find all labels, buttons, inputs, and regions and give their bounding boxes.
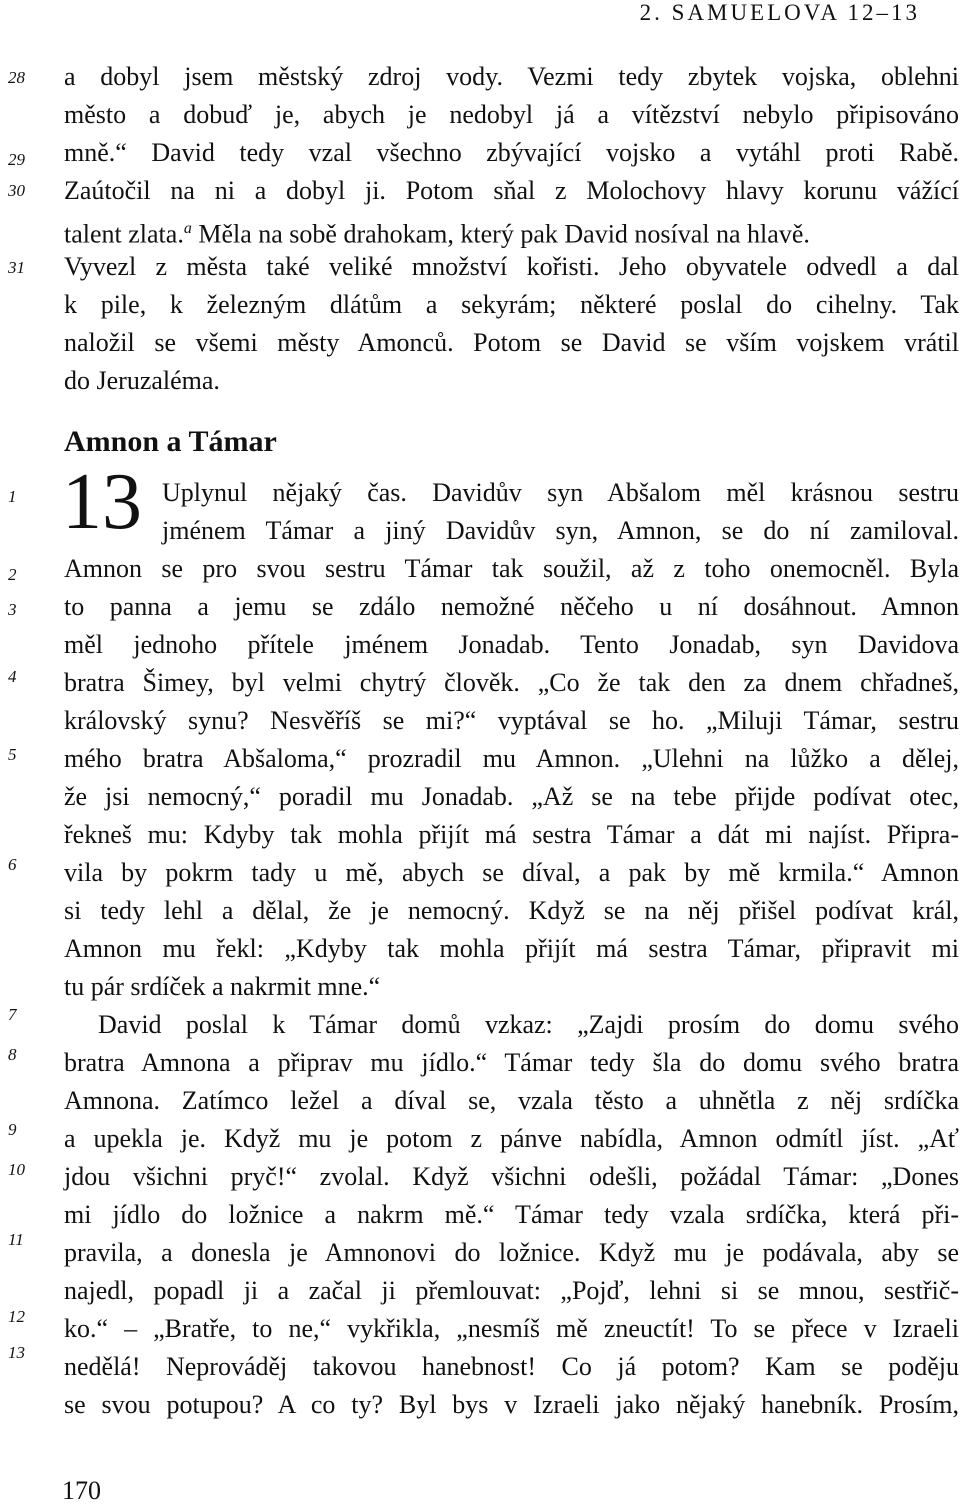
text-line: Uplynul nějaký čas. Davidův syn Abšalom měl krásnou sestru [162,478,959,507]
text-line: bratra Šimey, byl velmi chytrý člověk. „Co že tak den za dnem chřadneš, [64,668,959,697]
verse-number: 31 [8,258,25,277]
text-line: královský synu? Nesvěříš se mi?“ vyptával se ho. „Miluji Támar, sestru [64,706,959,735]
text-line: to panna a jemu se zdálo nemožné něčeho u ní dosáhnout. Amnon [64,592,959,621]
text-line: nedělá! Neprováděj takovou hanebnost! Co já potom? Kam se poděju [64,1352,959,1381]
verse-number: 8 [8,1045,17,1064]
text-line: Amnon se pro svou sestru Támar tak soužil, až z toho onemocněl. Byla [64,554,959,583]
text-line: řekneš mu: Kdyby tak mohla přijít má sestra Támar a dát mi najíst. Připra- [64,820,959,849]
text-line: že jsi nemocný,“ poradil mu Jonadab. „Až se na tebe přijde podívat otec, [64,782,959,811]
text-line: David poslal k Támar domů vzkaz: „Zajdi prosím do domu svého [98,1010,959,1039]
text-line: a dobyl jsem městský zdroj vody. Vezmi tedy zbytek vojska, oblehni [64,62,959,91]
text-line: bratra Amnona a připrav mu jídlo.“ Támar tedy šla do domu svého bratra [64,1048,959,1077]
text-line: jménem Támar a jiný Davidův syn, Amnon, se do ní zamiloval. [162,516,959,545]
text-line: mně.“ David tedy vzal všechno zbývající vojsko a vytáhl proti Rabě. [64,138,959,167]
verse-number: 30 [8,181,25,200]
verse-number: 29 [8,150,25,169]
text-line: Amnona. Zatímco ležel a díval se, vzala těsto a uhnětla z něj srdíčka [64,1086,959,1115]
verse-number: 7 [8,1005,17,1024]
verse-number: 1 [8,487,17,506]
text-line: Zaútočil na ni a dobyl ji. Potom sňal z Molochovy hlavy korunu vážící [64,176,959,205]
text-line: ko.“ – „Bratře, to ne,“ vykřikla, „nesmíš mě zneuctít! To se přece v Izraeli [64,1314,959,1343]
text-line: Amnon mu řekl: „Kdyby tak mohla přijít má sestra Támar, připravit mi [64,934,959,963]
text-span: Měla na sobě drahokam, který pak David nosíval na hlavě. [191,219,810,249]
section-heading: Amnon a Támar [64,425,277,458]
text-line: pravila, a donesla je Amnonovi do ložnice. Když mu je podávala, aby se [64,1238,959,1267]
text-line: tu pár srdíček a nakrmit mne.“ [64,972,381,1001]
text-span: talent zlata. [64,219,184,249]
text-line: měl jednoho přítele jménem Jonadab. Tento Jonadab, syn Davidova [64,630,959,659]
text-line: mi jídlo do ložnice a nakrm mě.“ Támar tedy vzala srdíčka, která při- [64,1200,959,1229]
text-line: se svou potupou? A co ty? Byl bys v Izraeli jako nějaký hanebník. Prosím, [64,1390,959,1419]
verse-number: 6 [8,855,17,874]
text-line: mého bratra Abšaloma,“ prozradil mu Amnon. „Ulehni na lůžko a dělej, [64,744,959,773]
text-line: a upekla je. Když mu je potom z pánve nabídla, Amnon odmítl jíst. „Ať [64,1124,959,1153]
running-header: 2. SAMUELOVA 12–13 [639,0,920,25]
verse-number: 10 [8,1160,25,1179]
text-line: město a dobuď je, abych je nedobyl já a vítězství nebylo připisováno [64,100,959,129]
text-line: najedl, popadl ji a začal ji přemlouvat: „Pojď, lehni si se mnou, sestřič- [64,1276,959,1305]
text-line: naložil se všemi městy Amonců. Potom se David se vším vojskem vrátil [64,328,959,357]
verse-number: 5 [8,745,17,764]
verse-number: 4 [8,667,17,686]
text-line: do Jeruzaléma. [64,366,220,395]
verse-number: 13 [8,1343,25,1362]
text-line: vila by pokrm tady u mě, abych se díval, a pak by mě krmila.“ Amnon [64,858,959,887]
text-line: si tedy lehl a dělal, že je nemocný. Když se na něj přišel podívat král, [64,896,959,925]
chapter-number: 13 [62,458,142,546]
footnote-marker[interactable]: a [183,220,192,237]
text-line: k pile, k železným dlátům a sekyrám; některé poslal do cihelny. Tak [64,290,959,319]
verse-number: 2 [8,565,17,584]
verse-number: 28 [8,68,25,87]
verse-number: 9 [8,1120,17,1139]
verse-number: 12 [8,1307,25,1326]
text-line: Vyvezl z města také veliké množství kořisti. Jeho obyvatele odvedl a dal [64,252,959,281]
text-line: jdou všichni pryč!“ zvolal. Když všichni odešli, požádal Támar: „Dones [64,1162,959,1191]
verse-number: 11 [8,1230,24,1249]
page-number: 170 [62,1476,101,1505]
text-line [64,214,959,250]
verse-number: 3 [8,600,17,619]
